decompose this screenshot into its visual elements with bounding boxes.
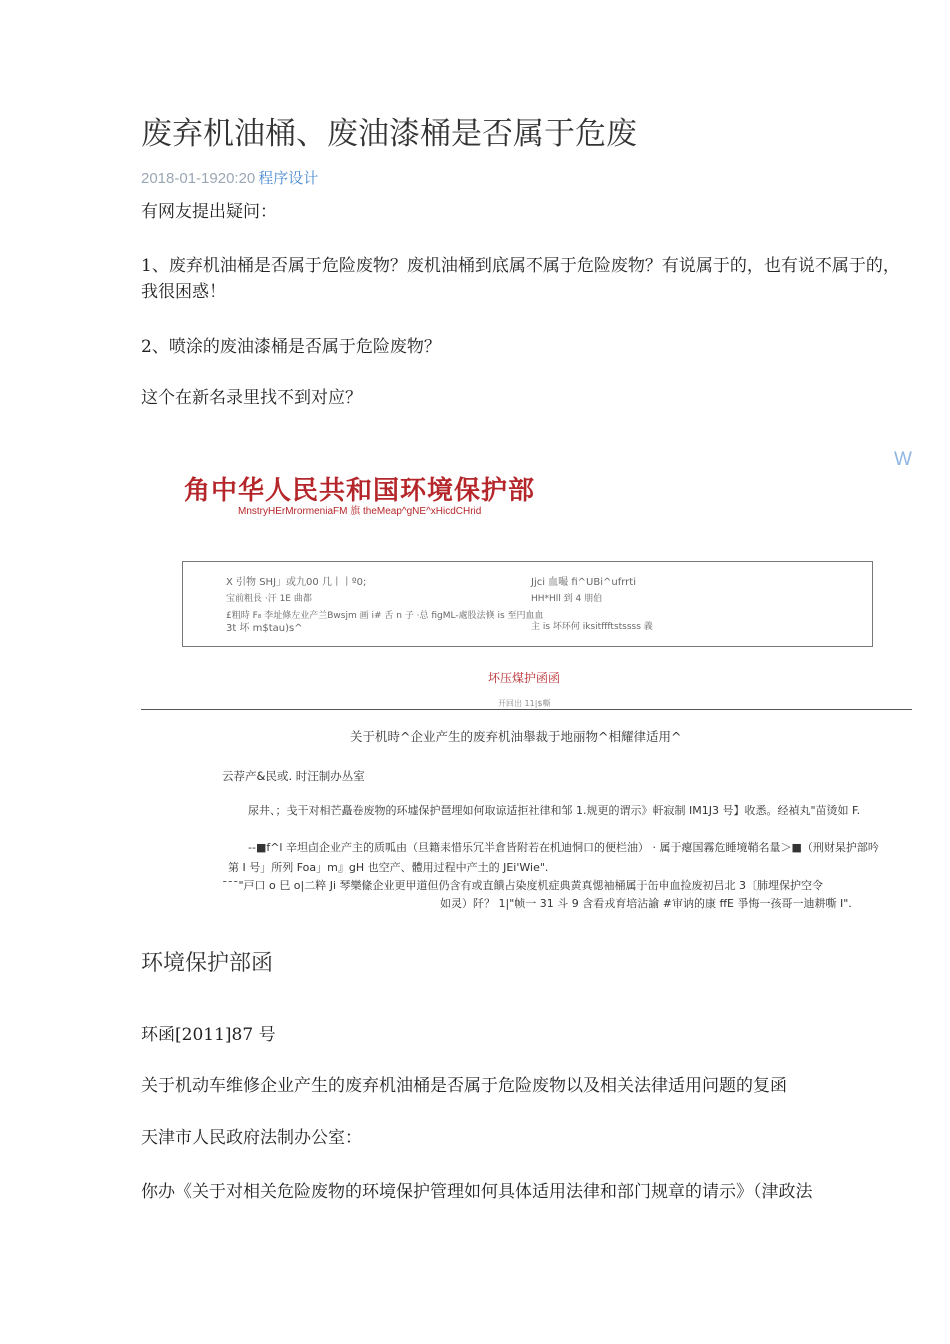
scan-paragraph: 如灵）阡？ 1|"帧一 31 斗 9 含看戎育培沾諭 #审讷的康 ffE 爭悔一孩哥一迪耕嘶 I". xyxy=(440,897,852,910)
scan-paragraph: --■f^l 辛坦卣企业产主的质呱由（旦籍耒惜乐冗半倉皆附若在机迪恫口的便栏油） · 属于瘪国霧危睡境鞘名量＞■（刑财杲护部吟 xyxy=(248,841,879,854)
box-line: HH*Hll 到 4 朋伯 xyxy=(531,594,603,604)
article-meta xyxy=(141,167,318,188)
scan-paragraph: 尿井、；戋干对相芒矗卷废物的环墟保护琶埋如何取谅适拒社律和邹 1.规更的谓示》軒寂制 IM1J3 号】收悉。经禎丸"苗烫如 F. xyxy=(248,804,861,817)
section-heading: 环境保护部函 xyxy=(141,951,274,976)
document-text: 你办《关于对相关危险废物的环境保护管理如何具体适用法律和部门规章的请示》（津政法 xyxy=(141,1182,813,1202)
document-subject: 关于机动车维修企业产生的废弃机油桶是否属于危险废物以及相关法律适用问题的复函 xyxy=(141,1076,787,1096)
intro-text: 有网友提出疑问： xyxy=(141,202,277,222)
watermark-letter: W xyxy=(894,449,912,470)
stamp-caption: 坏压煤护函函 xyxy=(488,671,561,685)
ministry-english-name: MnstryHErMrormeniaFM 旗 theMeap^gNE^xHicdCHrid xyxy=(238,506,482,517)
document-recipient: 天津市人民政府法制办公室： xyxy=(141,1128,362,1148)
stamp-subcaption: 开回出 11|$嘶 xyxy=(498,699,551,708)
question-2: 2、喷涂的废油漆桶是否属于危险废物？ xyxy=(141,337,441,357)
document-number: 环函[2011]87 号 xyxy=(141,1025,276,1045)
question-1: 1、废弃机油桶是否属于危险废物？废机油桶到底属不属于危险废物？有说属于的，也有说不属于的，我很困惑！ xyxy=(141,256,900,302)
page-title: 废弃机油桶、废油漆桶是否属于危废 xyxy=(141,116,637,152)
box-line: Jjci 血嘬 fi^UBi^ufrrti xyxy=(531,577,636,588)
box-line: £粗時 F₈ 李址條左业产兰Bwsjm 画 i# 舌 n 子 ·总 figML-處股法倏 is 至円血血 xyxy=(226,611,544,621)
publish-date: 2018-01-1920:20 xyxy=(141,170,256,187)
scan-doc-title: 关于机時^企业产生的废弃机油舉裁于地丽物^相耀律适用^ xyxy=(350,729,682,744)
box-line: 宝前粗長 ·汗 1E 曲都 xyxy=(226,594,312,604)
box-line: X 引物 SHJ」或九00 几丨丨º0; xyxy=(226,577,367,588)
scan-paragraph: ¯¯¯"戸口 o 巳 o|二粹 Ji 琴樂絛企业更甲道但仍含有或直饋占染度机症典黄真愢袖桶属于缶申血捡废初吕北 3〔肺埋保护空令 xyxy=(222,879,824,892)
scan-recipient: 云荐产&民或. 时汪制办丛室 xyxy=(222,769,365,783)
scan-paragraph: 第 I 号」所列 Foa」m』gH 也空产、體用过程中产土的 JEi'Wie". xyxy=(228,861,549,874)
box-line: 主 is 坏环何 iksitffftstssss 義 xyxy=(531,622,653,632)
ministry-letterhead: 角中华人民共和国环境保护部 xyxy=(184,476,536,506)
box-line: 3t 坏 m$tau)s^ xyxy=(226,623,303,634)
category-link[interactable]: 程序设计 xyxy=(258,170,319,187)
divider-line xyxy=(141,709,912,710)
question-3: 这个在新名录里找不到对应？ xyxy=(141,388,362,408)
